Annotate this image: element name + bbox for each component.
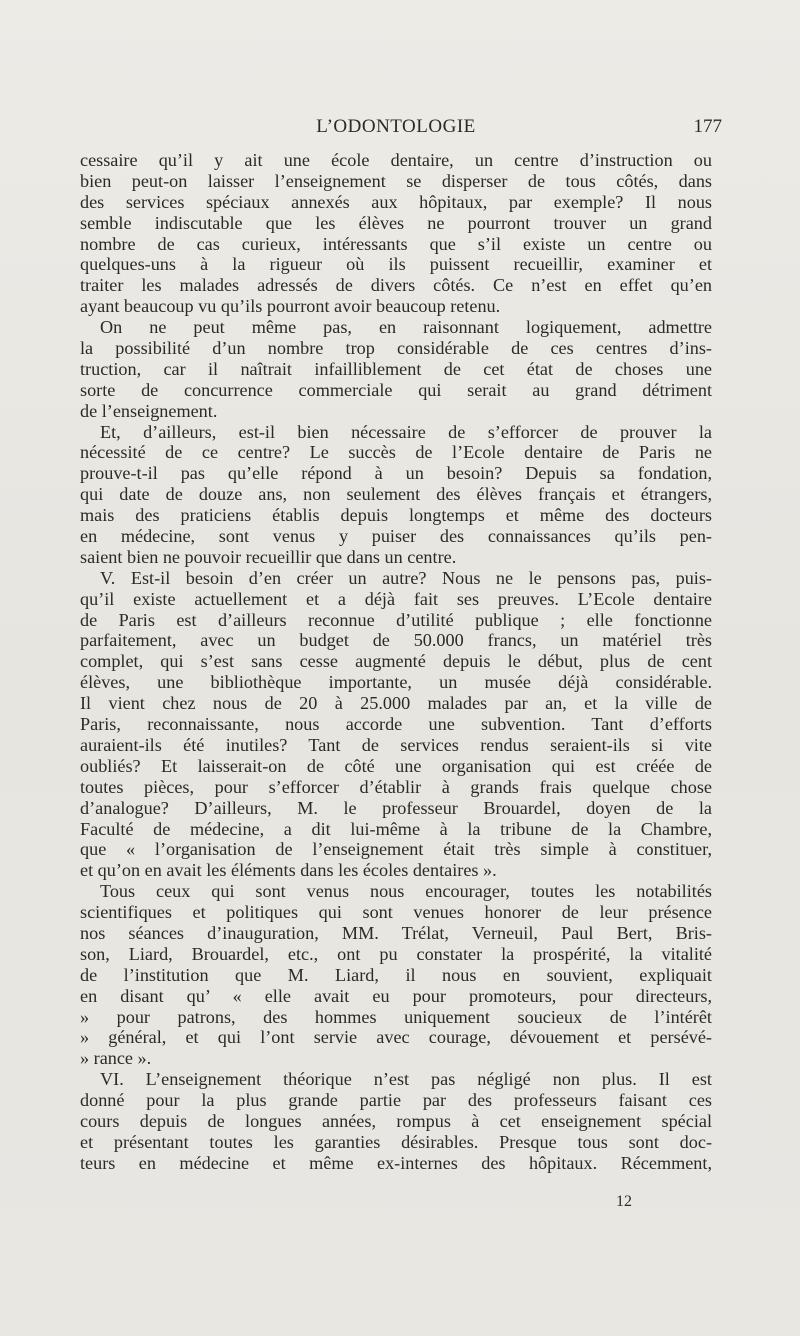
text-line: VI. L’enseignement théorique n’est pas négligé non plus. Il est bbox=[100, 1069, 712, 1090]
text-line: que « l’organisation de l’enseignement était très simple à constituer, bbox=[80, 839, 712, 860]
text-line: de l’enseignement. bbox=[80, 400, 218, 421]
text-line: nécessité de ce centre? Le succès de l’Ecole dentaire de Paris ne bbox=[80, 442, 712, 463]
text-line: son, Liard, Brouardel, etc., ont pu constater la prospérité, la vitalité bbox=[80, 943, 712, 964]
text-line: Il vient chez nous de 20 à 25.000 malades par an, et la ville de bbox=[80, 693, 712, 714]
text-line: ayant beaucoup vu qu’ils pourront avoir beaucoup retenu. bbox=[80, 296, 501, 317]
text-line: Paris, reconnaissante, nous accorde une subvention. Tant d’efforts bbox=[80, 714, 712, 735]
text-line: toutes pièces, pour s’efforcer d’établir à grands frais quelque chose bbox=[80, 776, 712, 797]
text-line: Faculté de médecine, a dit lui-même à la tribune de la Chambre, bbox=[80, 818, 712, 839]
text-line: en disant qu’ « elle avait eu pour promoteurs, pour directeurs, bbox=[80, 985, 712, 1006]
text-line: » rance ». bbox=[80, 1048, 152, 1069]
text-line: On ne peut même pas, en raisonnant logiquement, admettre bbox=[100, 317, 712, 338]
text-line: cours depuis de longues années, rompus à cet enseignement spécial bbox=[80, 1110, 712, 1131]
text-line: teurs en médecine et même ex-internes des hôpitaux. Récemment, bbox=[80, 1152, 712, 1173]
text-line: saient bien ne pouvoir recueillir que dans un centre. bbox=[80, 546, 457, 567]
text-line: de Paris est d’ailleurs reconnue d’utilité publique ; elle fonctionne bbox=[80, 609, 712, 630]
text-line: des services spéciaux annexés aux hôpitaux, par exemple? Il nous bbox=[80, 191, 712, 212]
text-line: » pour patrons, des hommes uniquement soucieux de l’intérêt bbox=[80, 1006, 712, 1027]
text-line: la possibilité d’un nombre trop considérable de ces centres d’ins- bbox=[80, 338, 712, 359]
text-line: qui date de douze ans, non seulement des élèves français et étrangers, bbox=[80, 484, 712, 505]
text-line: truction, car il naîtrait infailliblement de cet état de choses une bbox=[80, 358, 712, 379]
text-line: qu’il existe actuellement et a déjà fait ses preuves. L’Ecole dentaire bbox=[80, 588, 712, 609]
text-line: sorte de concurrence commerciale qui serait au grand détriment bbox=[80, 379, 712, 400]
page-number: 177 bbox=[693, 116, 722, 137]
text-line: et qu’on en avait les éléments dans les écoles dentaires ». bbox=[80, 860, 497, 881]
text-line: nombre de cas curieux, intéressants que s’il existe un centre ou bbox=[80, 233, 712, 254]
text-line: Et, d’ailleurs, est-il bien nécessaire de s’efforcer de prouver la bbox=[100, 421, 712, 442]
text-line: d’analogue? D’ailleurs, M. le professeur Brouardel, doyen de la bbox=[80, 797, 712, 818]
text-line: bien peut-on laisser l’enseignement se disperser de tous côtés, dans bbox=[80, 170, 712, 191]
text-line: de l’institution que M. Liard, il nous en souvient, expliquait bbox=[80, 964, 712, 985]
page-header bbox=[80, 116, 722, 140]
text-line: semble indiscutable que les élèves ne pourront trouver un grand bbox=[80, 212, 712, 233]
text-line: élèves, une bibliothèque importante, un musée déjà considérable. bbox=[80, 672, 712, 693]
text-line: Tous ceux qui sont venus nous encourager, toutes les notabilités bbox=[100, 881, 712, 902]
text-line: et présentant toutes les garanties désirables. Presque tous sont doc- bbox=[80, 1131, 712, 1152]
text-line: traiter les malades adressés de divers côtés. Ce n’est en effet qu’en bbox=[80, 275, 712, 296]
text-line: parfaitement, avec un budget de 50.000 francs, un matériel très bbox=[80, 630, 712, 651]
running-title: L’ODONTOLOGIE bbox=[316, 116, 476, 137]
body-text bbox=[80, 150, 712, 1174]
text-line: quelques-uns à la rigueur où ils puissent recueillir, examiner et bbox=[80, 254, 712, 275]
signature-mark: 12 bbox=[616, 1193, 632, 1210]
text-line: » général, et qui l’ont servie avec courage, dévouement et persévé- bbox=[80, 1027, 712, 1048]
text-line: auraient-ils été inutiles? Tant de services rendus seraient-ils si vite bbox=[80, 734, 712, 755]
text-line: nos séances d’inauguration, MM. Trélat, Verneuil, Paul Bert, Bris- bbox=[80, 922, 712, 943]
text-line: mais des praticiens établis depuis longtemps et même des docteurs bbox=[80, 505, 712, 526]
text-line: prouve-t-il pas qu’elle répond à un besoin? Depuis sa fondation, bbox=[80, 463, 712, 484]
text-line: complet, qui s’est sans cesse augmenté depuis le début, plus de cent bbox=[80, 651, 712, 672]
text-line: donné pour la plus grande partie par des professeurs faisant ces bbox=[80, 1090, 712, 1111]
text-line: oubliés? Et laisserait-on de côté une organisation qui est créée de bbox=[80, 755, 712, 776]
text-line: V. Est-il besoin d’en créer un autre? Nous ne le pensons pas, puis- bbox=[100, 567, 712, 588]
text-line: cessaire qu’il y ait une école dentaire, un centre d’instruction ou bbox=[80, 150, 712, 170]
text-line: en médecine, sont venus y puiser des connaissances qu’ils pen- bbox=[80, 526, 712, 547]
text-line: scientifiques et politiques qui sont venues honorer de leur présence bbox=[80, 902, 712, 923]
